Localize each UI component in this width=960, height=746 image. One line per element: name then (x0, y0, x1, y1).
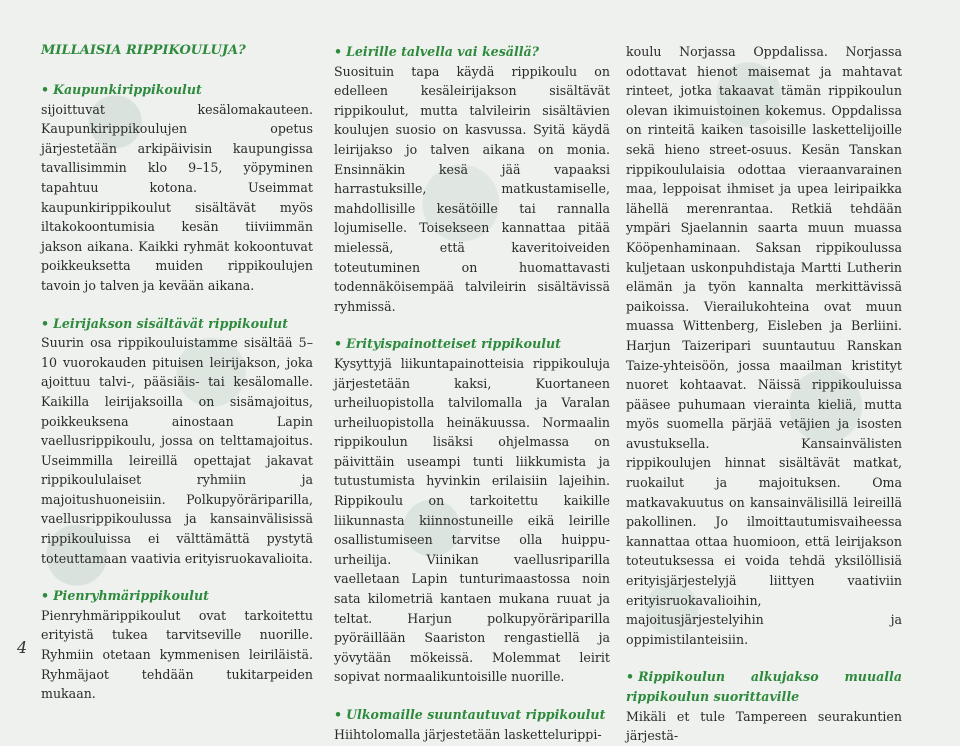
section-text: Kysyttyjä liikuntapainotteisia rippikouluja järjestetään kaksi, Kuortaneen urheiluopistolla talvilomalla ja Varalan urheiluopistolla heinäkuussa. Normaalin rippikoulun lisäksi ohjelmassa on päivittäin useampi tunti liikkumista ja tutustumista hyvinkin erilaisiin lajeihin. Rippikoulu on tarkoitettu kaikille liikunnasta kiinnostuneille eikä leirille osallistumiseen tarvitse olla huippu-urheilija. Viinikan vaellusriparilla vaelletaan Lapin tunturimaastossa noin sata kilometriä kantaen mukana ruuat ja teltat. Harjun polkupyöräriparilla pyöräillään Saariston rengastiellä ja yövytään mökeissä. Molemmat leirit sopivat normaalikuntoisille nuorille. (334, 355, 610, 685)
column-3 (626, 42, 902, 746)
section-heading: • Kaupunkirippikoulut (41, 82, 202, 97)
section-heading: • Erityispainotteiset rippikoulut (334, 336, 561, 352)
page-title: MILLAISIA RIPPIKOULUJA? (41, 43, 246, 58)
section-text: koulu Norjassa Oppdalissa. Norjassa odottavat hienot maisemat ja mahtavat rinteet, jotka takaavat tämän rippikoulun olevan ikimuistoinen kokemus. Oppdalissa on rinteitä kaiken tasoisille laskettelijoille sekä hieno street-osuus. Kesän Tanskan rippikoululaisia odottaa vieraanvarainen maa, leppoisat ihmiset ja upea leiripaikka lähellä merenrantaa. Retkiä tehdään ympäri Sjaelannin saarta muun muassa Kööpenhaminaan. Saksan rippikoulussa kuljetaan uskonpuhdistaja Martti Lutherin elämän ja työn kannalta merkittävissä paikoissa. Vierailukohteina ovat muun muassa Wittenberg, Eisleben ja Berliini. Harjun Taizeripari suuntautuu Ranskan Taize-yhteisöön, jossa maailman kristityt nuoret kohtaavat. Näissä rippikouluissa pääsee puhumaan vierainta kieliä, mutta myös suomella pärjää vetäjien ja isosten avustuksella. Kansainvälisten rippikoulujen hinnat sisältävät matkat, ruokailut ja majoituksen. Oma matkavakuutus on kansainvälisillä leireillä pakollinen. Jo ilmoittautumisvaiheessa kannattaa ottaa huomioon, että leirijakson toteutuksessa ei voida tehdä yksilöllisiä erityisjärjestelyjä liittyen vaativiin erityisruokavalioihin, majoitusjärjestelyihin ja oppimistilanteisiin. (626, 44, 902, 647)
page-number: 4 (17, 638, 28, 657)
section-ulkomaille (334, 705, 610, 744)
column-1 (41, 41, 313, 704)
section-text: Suurin osa rippikouluistamme sisältää 5–10 vuorokauden pituisen leirijakson, joka ajoittuu talvi-, pääsiäis- tai kesälomalle. Kaikilla leirijaksoilla on sisämajoitus, poikkeuksena ainostaan Lapin vaellusrippikoulu, jossa on telttamajoitus. Useimmilla leireillä opettajat jakavat rippikoululaiset ryhmiin ja majoitushuoneisiin. Polkupyöräriparilla, vaellusrippikoulussa ja kansainvälisissä rippikouluissa ei välttämättä pystytä toteuttamaan vaativia erityisruokavalioita. (41, 335, 313, 566)
section-text: sijoittuvat kesälomakauteen. Kaupunkirippikoulujen opetus järjestetään arkipäivisin kaupungissa tavallisimmin klo 9–15, yöpyminen tapahtuu kotona. Useimmat kaupunkirippikoulut sisältävät myös iltakokoontumisia kesän tiiviimmän jakson aikana. Kaikki ryhmät kokoontuvat poikkeuksetta muiden rippikoulujen tavoin jo talven ja kevään aikana. (41, 101, 313, 293)
section-talvella-vai-kesalla (334, 42, 610, 316)
section-heading: • Ulkomaille suuntautuvat rippikoulut (334, 707, 606, 722)
section-text: Hiihtolomalla järjestetään laskettelurippi- (334, 726, 602, 742)
section-leirijakson (41, 314, 313, 569)
bullet-icon: • (334, 707, 343, 722)
bullet-icon: • (334, 44, 343, 59)
bullet-icon: • (626, 669, 635, 685)
section-text: Mikäli et tule Tampereen seurakuntien järjestä- (626, 708, 902, 744)
section-kaupunkirippikoulut (41, 80, 313, 296)
section-text: Suosituin tapa käydä rippikoulu on edelleen kesäleirijakson sisältävät rippikoulut, mutta talvileirin sisältävien koulujen suosio on kasvussa. Syitä käydä leirijakso jo talven aikana on monia. Ensinnäkin kesä jää vapaaksi harrastuksille, matkustamiselle, mahdollisille kesätöille tai rannalla lojumiselle. Toisekseen kannattaa pitää mielessä, että kaveritoiveiden toteutuminen on huomattavasti todennäköisempää talvileirin sisältävissä ryhmissä. (334, 63, 610, 314)
bullet-icon: • (334, 336, 343, 352)
bullet-icon: • (41, 82, 50, 97)
section-heading: • Leirijakson sisältävät rippikoulut (41, 315, 289, 331)
column-2 (334, 42, 610, 744)
bullet-icon: • (41, 315, 50, 331)
bullet-icon: • (41, 588, 50, 604)
section-heading: • Leirille talvella vai kesällä? (334, 44, 540, 59)
section-pienryhma (41, 586, 313, 704)
section-alkujakso (626, 667, 902, 745)
section-text: Pienryhmärippikoulut ovat tarkoitettu erityistä tukea tarvitseville nuorille. Ryhmiin otetaan kymmenisen leiriläistä. Ryhmäjaot tehdään tukitarpeiden mukaan. (41, 607, 313, 702)
section-heading: • Pienryhmärippikoulut (41, 588, 209, 604)
section-erityispainotteiset (334, 334, 610, 687)
section-heading: • Rippikoulun alkujakso muualla rippikoulun suorittaville (626, 669, 902, 704)
